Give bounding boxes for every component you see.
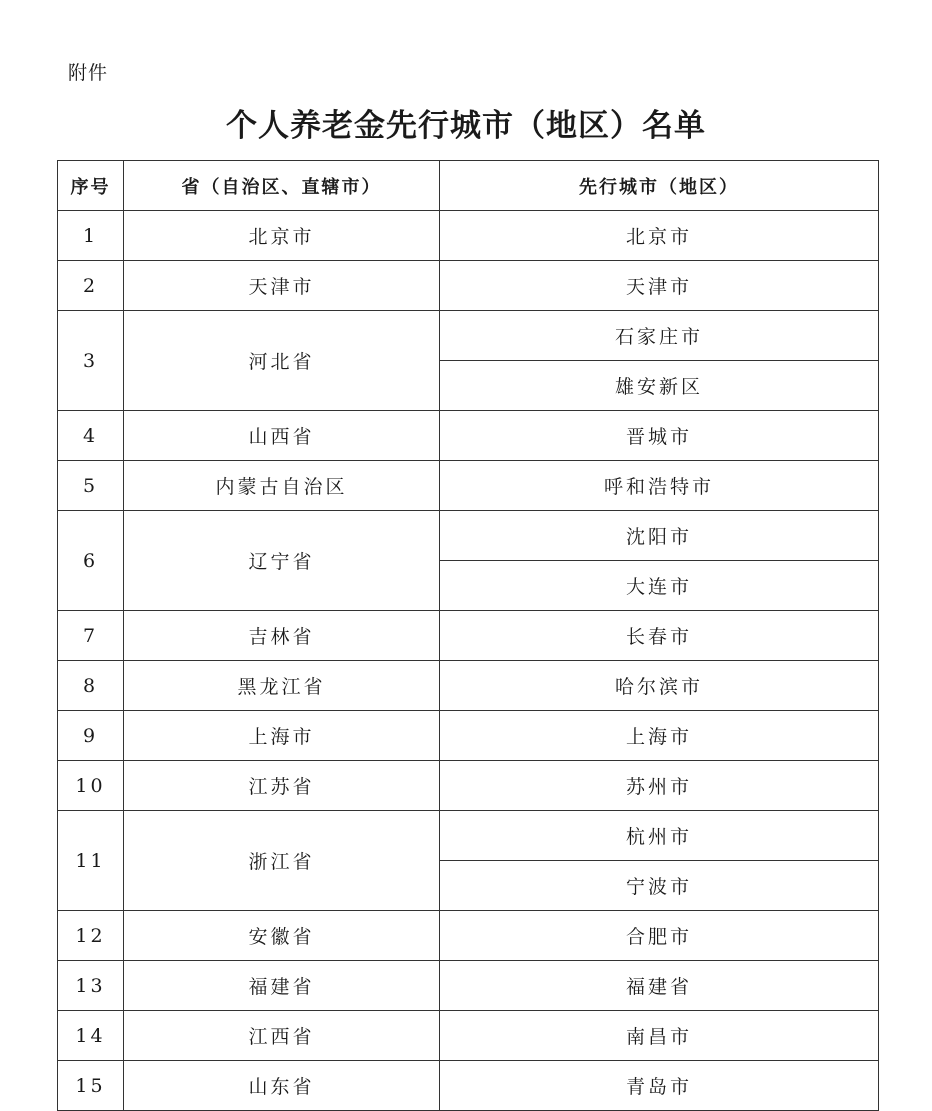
table-row (58, 311, 879, 361)
serial-number-cell: 8 (58, 661, 124, 711)
pilot-city-cell: 雄安新区 (440, 361, 879, 411)
province-cell: 吉林省 (124, 611, 440, 661)
pilot-city-cell: 福建省 (440, 961, 879, 1011)
province-cell: 福建省 (124, 961, 440, 1011)
pilot-city-cell: 杭州市 (440, 811, 879, 861)
attachment-label: 附件 (68, 62, 109, 84)
table-body (58, 211, 879, 1111)
table-row (58, 661, 879, 711)
table-row (58, 1061, 879, 1111)
table-row (58, 1011, 879, 1061)
province-cell: 江西省 (124, 1011, 440, 1061)
pilot-city-cell: 北京市 (440, 211, 879, 261)
province-cell: 辽宁省 (124, 511, 440, 611)
serial-number-cell: 11 (58, 811, 124, 911)
header-province: 省（自治区、直辖市） (124, 161, 440, 211)
serial-number-cell: 7 (58, 611, 124, 661)
table-row (58, 411, 879, 461)
pilot-city-cell: 大连市 (440, 561, 879, 611)
pilot-city-cell: 青岛市 (440, 1061, 879, 1111)
province-cell: 河北省 (124, 311, 440, 411)
province-cell: 上海市 (124, 711, 440, 761)
pilot-city-cell: 上海市 (440, 711, 879, 761)
pilot-city-cell: 苏州市 (440, 761, 879, 811)
pilot-city-cell: 呼和浩特市 (440, 461, 879, 511)
province-cell: 天津市 (124, 261, 440, 311)
table-row (58, 611, 879, 661)
table-row (58, 211, 879, 261)
pilot-city-cell: 哈尔滨市 (440, 661, 879, 711)
pilot-city-cell: 宁波市 (440, 861, 879, 911)
serial-number-cell: 5 (58, 461, 124, 511)
header-pilot-city: 先行城市（地区） (440, 161, 879, 211)
table-row (58, 811, 879, 861)
serial-number-cell: 10 (58, 761, 124, 811)
document-title: 个人养老金先行城市（地区）名单 (226, 108, 706, 144)
table-row (58, 711, 879, 761)
pilot-city-cell: 南昌市 (440, 1011, 879, 1061)
pilot-city-cell: 石家庄市 (440, 311, 879, 361)
header-serial-number: 序号 (58, 161, 124, 211)
table-row (58, 461, 879, 511)
serial-number-cell: 1 (58, 211, 124, 261)
table-row (58, 911, 879, 961)
table-header-row (58, 161, 879, 211)
pilot-city-cell: 长春市 (440, 611, 879, 661)
table-row (58, 761, 879, 811)
table-row (58, 261, 879, 311)
pilot-city-cell: 晋城市 (440, 411, 879, 461)
province-cell: 山东省 (124, 1061, 440, 1111)
province-cell: 安徽省 (124, 911, 440, 961)
serial-number-cell: 15 (58, 1061, 124, 1111)
serial-number-cell: 6 (58, 511, 124, 611)
pilot-city-cell: 沈阳市 (440, 511, 879, 561)
serial-number-cell: 9 (58, 711, 124, 761)
pilot-city-table (57, 160, 879, 1111)
province-cell: 浙江省 (124, 811, 440, 911)
serial-number-cell: 4 (58, 411, 124, 461)
table-row (58, 961, 879, 1011)
table-row (58, 511, 879, 561)
province-cell: 北京市 (124, 211, 440, 261)
serial-number-cell: 3 (58, 311, 124, 411)
pilot-city-cell: 天津市 (440, 261, 879, 311)
pilot-city-cell: 合肥市 (440, 911, 879, 961)
serial-number-cell: 2 (58, 261, 124, 311)
province-cell: 山西省 (124, 411, 440, 461)
serial-number-cell: 12 (58, 911, 124, 961)
province-cell: 江苏省 (124, 761, 440, 811)
serial-number-cell: 13 (58, 961, 124, 1011)
serial-number-cell: 14 (58, 1011, 124, 1061)
province-cell: 内蒙古自治区 (124, 461, 440, 511)
province-cell: 黑龙江省 (124, 661, 440, 711)
